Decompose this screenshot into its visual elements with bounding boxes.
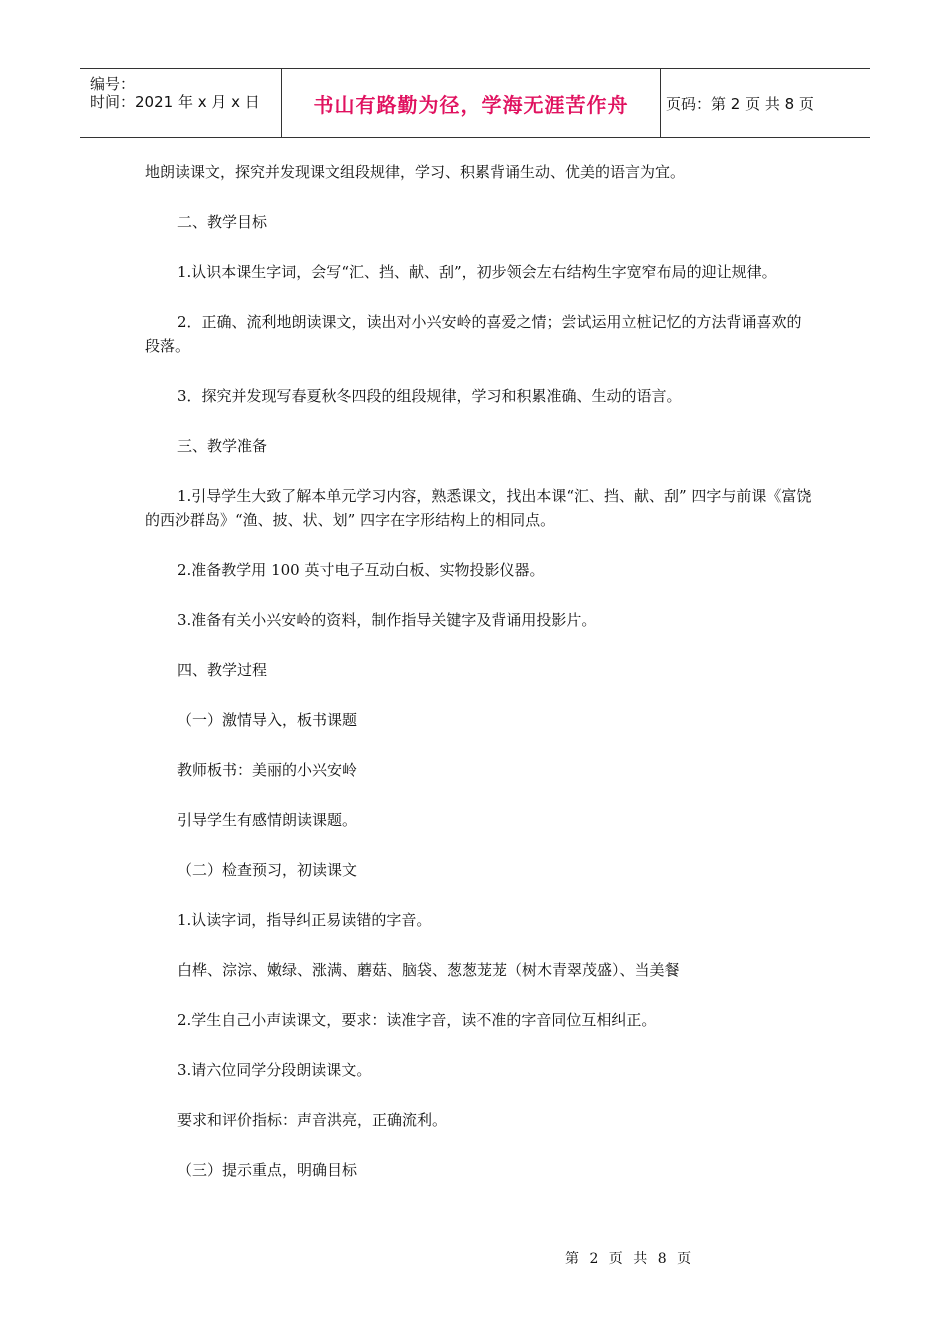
page-footer: 第 2 页 共 8 页 (565, 1251, 695, 1267)
header-motto: 书山有路勤为径，学海无涯苦作舟 (282, 69, 661, 137)
paragraph: 地朗读课文，探究并发现课文组段规律，学习、积累背诵生动、优美的语言为宜。 (145, 163, 686, 181)
paragraph: 1.认识本课生字词，会写“汇、挡、献、刮”，初步领会左右结构生字宽窄布局的迎让规律。 (177, 263, 777, 281)
paragraph: 1.认读字词，指导纠正易读错的字音。 (177, 911, 432, 929)
time-label: 时间：2021 年 x 月 x 日 (90, 93, 260, 111)
paragraph: 1.引导学生大致了解本单元学习内容，熟悉课文，找出本课“汇、挡、献、刮” 四字与前课《富饶的西沙群岛》“渔、披、状、划” 四字在字形结构上的相同点。 (145, 487, 812, 529)
paragraph: 2.准备教学用 100 英寸电子互动白板、实物投影仪器。 (177, 561, 545, 579)
page-label: 页码：第 2 页 共 8 页 (666, 94, 814, 113)
paragraph: 2．正确、流利地朗读课文，读出对小兴安岭的喜爱之情；尝试运用立桩记忆的方法背诵喜欢的段落。 (145, 313, 802, 355)
paragraph: 3．探究并发现写春夏秋冬四段的组段规律，学习和积累准确、生动的语言。 (177, 387, 682, 405)
paragraph: 3.请六位同学分段朗读课文。 (177, 1061, 372, 1079)
paragraph: 三、教学准备 (177, 437, 268, 455)
paragraph: 白桦、淙淙、嫩绿、涨满、蘑菇、脑袋、葱葱茏茏（树木青翠茂盛）、当美餐 (177, 961, 680, 979)
paragraph: 教师板书：美丽的小兴安岭 (177, 761, 358, 779)
paragraph: 2.学生自己小声读课文，要求：读准字音，读不准的字音同位互相纠正。 (177, 1011, 657, 1029)
document-body (145, 160, 815, 1208)
number-label: 编号： (90, 75, 136, 93)
paragraph: 要求和评价指标：声音洪亮，正确流利。 (177, 1111, 448, 1129)
paragraph: 3.准备有关小兴安岭的资料，制作指导关键字及背诵用投影片。 (177, 611, 597, 629)
paragraph: 四、教学过程 (177, 661, 268, 679)
paragraph: 引导学生有感情朗读课题。 (177, 811, 358, 829)
paragraph: （三）提示重点，明确目标 (177, 1161, 358, 1179)
paragraph: （一）激情导入，板书课题 (177, 711, 358, 729)
paragraph: 二、教学目标 (177, 213, 268, 231)
paragraph: （二）检查预习，初读课文 (177, 861, 358, 879)
page-header (80, 68, 870, 138)
header-page-info (661, 69, 870, 137)
header-meta (80, 69, 282, 137)
